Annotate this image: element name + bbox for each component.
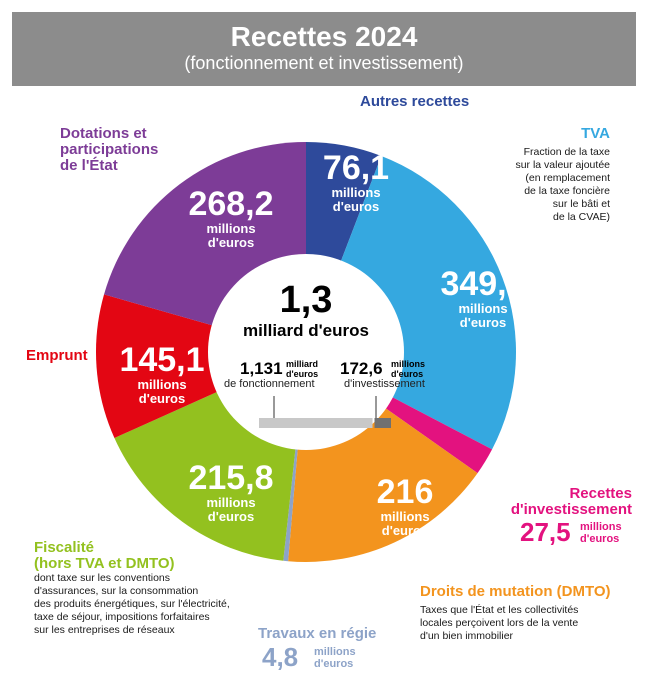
- value-dotations-num: 268,2: [188, 185, 274, 223]
- label-tva: TVA: [581, 125, 610, 142]
- label-autres: Autres recettes: [360, 93, 470, 110]
- value-autres-unit1: millions: [331, 185, 381, 200]
- fonct-label: de fonctionnement: [224, 378, 315, 390]
- value-tva-num: 349,7: [440, 265, 526, 303]
- tva-description: [490, 146, 610, 224]
- label-emprunt: Emprunt: [26, 347, 88, 364]
- tva-desc-line: de la CVAE): [553, 211, 610, 223]
- fiscalite-description: [34, 572, 264, 637]
- fiscalite-desc-line: sur les entreprises de réseaux: [34, 624, 175, 636]
- value-tva-unit2: d'euros: [459, 315, 507, 330]
- label-fiscalite: [34, 540, 175, 572]
- fonct-unit-2: d'euros: [286, 369, 319, 379]
- label-dotations-3: de l'État: [60, 157, 118, 174]
- label-recettes-inv-2: d'investissement: [510, 501, 632, 518]
- dmto-desc-line: locales perçoivent lors de la vente: [420, 617, 579, 629]
- value-dmto: [360, 474, 450, 538]
- value-dotations-unit2: d'euros: [207, 235, 255, 250]
- dmto-desc-line: d'un bien immobilier: [420, 630, 514, 642]
- chart-title: Recettes 2024: [230, 21, 418, 52]
- invest-unit-2: d'euros: [391, 369, 424, 379]
- value-autres-num: 76,1: [322, 149, 390, 187]
- value-dotations: [176, 186, 286, 250]
- label-dotations-1: Dotations et: [60, 125, 147, 142]
- value-emprunt-unit1: millions: [137, 377, 187, 392]
- value-fiscalite-num: 215,8: [188, 459, 274, 497]
- value-travaux-unit2: d'euros: [314, 658, 354, 670]
- value-recettes-inv: 27,5: [520, 517, 571, 547]
- label-dmto: Droits de mutation (DMTO): [420, 583, 611, 600]
- value-emprunt: [106, 342, 218, 406]
- value-travaux-unit1: millions: [314, 646, 356, 658]
- value-autres-unit2: d'euros: [332, 199, 380, 214]
- value-dmto-unit1: millions: [380, 509, 430, 524]
- invest-label: d'investissement: [344, 378, 425, 390]
- label-recettes-inv-1: Recettes: [569, 485, 632, 502]
- dmto-description: [420, 604, 620, 643]
- tva-desc-line: sur le bâti et: [552, 198, 610, 210]
- value-dmto-unit2: d'euros: [381, 523, 429, 538]
- value-recettes-inv-unit1: millions: [580, 521, 622, 533]
- value-emprunt-unit2: d'euros: [138, 391, 186, 406]
- fonct-unit: [286, 359, 318, 379]
- value-fiscalite-unit1: millions: [206, 495, 256, 510]
- fonct-unit-1: milliard: [286, 359, 319, 369]
- tva-desc-line: sur la valeur ajoutée: [515, 159, 610, 171]
- total-unit: milliard d'euros: [243, 321, 369, 340]
- value-autres: [316, 150, 396, 214]
- fiscalite-desc-line: dont taxe sur les conventions: [34, 572, 170, 584]
- value-travaux-unit: [314, 646, 356, 670]
- value-travaux: 4,8: [262, 642, 299, 672]
- value-dmto-num: 216: [376, 473, 434, 511]
- invest-unit-1: millions: [391, 359, 426, 369]
- label-travaux: Travaux en régie: [258, 625, 377, 642]
- label-fiscalite-1: Fiscalité: [34, 539, 95, 556]
- label-dotations-2: participations: [60, 141, 159, 158]
- label-recettes-inv: [486, 486, 632, 518]
- tva-desc-line: (en remplacement: [525, 172, 610, 184]
- tva-desc-line: Fraction de la taxe: [523, 146, 610, 158]
- bar-investissement: [375, 418, 391, 428]
- value-tva-unit1: millions: [458, 301, 508, 316]
- invest-unit: [391, 359, 425, 379]
- total-value: 1,3: [279, 279, 333, 321]
- value-recettes-inv-unit2: d'euros: [580, 533, 620, 545]
- label-fiscalite-2: (hors TVA et DMTO): [34, 555, 175, 572]
- bar-fonctionnement: [259, 418, 373, 428]
- value-fiscalite-unit2: d'euros: [207, 509, 255, 524]
- value-emprunt-num: 145,1: [119, 341, 205, 379]
- dmto-desc-line: Taxes que l'État et les collectivités: [420, 604, 579, 616]
- value-fiscalite: [176, 460, 286, 524]
- value-recettes-inv-unit: [580, 521, 622, 545]
- chart-subtitle: (fonctionnement et investissement): [184, 53, 464, 73]
- fiscalite-desc-line: taxe de séjour, impositions forfaitaires: [34, 611, 210, 623]
- tva-desc-line: de la taxe foncière: [524, 185, 610, 197]
- fiscalite-desc-line: d'assurances, sur la consommation: [34, 585, 199, 597]
- fiscalite-desc-line: des produits énergétiques, sur l'électricité,: [34, 598, 230, 610]
- value-tva: [428, 266, 538, 330]
- value-dotations-unit1: millions: [206, 221, 256, 236]
- fonct-value: 1,131: [240, 359, 283, 378]
- label-dotations: [60, 126, 158, 174]
- invest-value: 172,6: [340, 359, 383, 378]
